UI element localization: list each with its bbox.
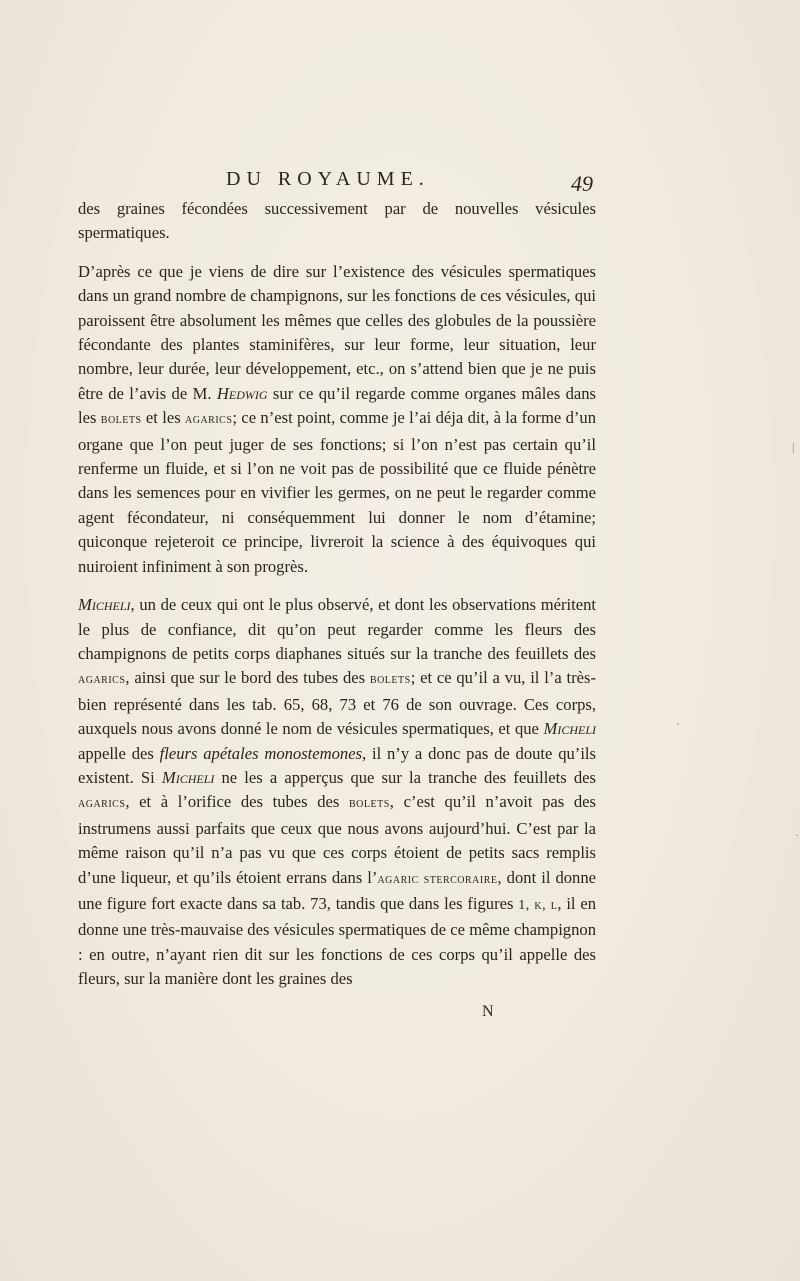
text-run: , et à l’orifice des tubes des (125, 792, 350, 812)
text-run: ; ce n’est point, comme je l’ai déja dit, à la forme d’un organe que l’on peut juger de ses fonctions; si l’on n’est pas certain qu’il renferme un fluide, et si l’on ne voit pas de possibilité que ce fluide pénètre dans les semences pour en vivifier les germes, on ne peut le regarder comme agent fécondateur, ni conséquemment lui donner le nom d’étamine; quiconque rejeteroit ce principe, livreroit la science à des équivoques qui nuiroient infiniment à son progrès. (78, 408, 596, 576)
text-run: ne les a apperçus que sur la tranche des feuillets des (214, 767, 596, 787)
text-run: , dont il donne une figure fort exacte dans sa tab. 73, tandis que dans les figures (78, 867, 597, 913)
genus-term: bolets (369, 672, 411, 688)
italic-term: fleurs apétales monostemones (159, 743, 363, 763)
author-name-micheli: Micheli (161, 767, 215, 787)
text-run: , ainsi que sur le bord des tubes des (125, 668, 370, 688)
page-number: 49 (571, 171, 593, 196)
genus-term: agarics (78, 796, 126, 812)
genus-term: bolets (349, 796, 390, 812)
text-run: et les (141, 408, 185, 428)
margin-speck: · (795, 828, 799, 842)
text-run: , c’est qu’il n’avoit pas des instrumens aussi parfaits que ceux que nous avons aujourd’hui. C’est par la même raison qu’il n’a pas vu que ces corps étoient de petits sacs remplis d’une liqueur, et qu’ils étoient errans dans l’ (78, 792, 597, 887)
text-run: ; et ce qu’il a vu, il l’a très-bien représenté dans les tab. 65, 68, 73 et 76 de son ouvrage. Ces corps, auxquels nous avons donné le nom de vésicules spermatiques, et que (78, 668, 596, 739)
text-run: , il n’y a donc pas de doute qu’ils existent. Si (78, 743, 596, 787)
paragraph-3 (78, 593, 596, 992)
paragraph-2 (78, 260, 596, 579)
page-header (0, 168, 800, 198)
running-head: DU ROYAUME. (226, 168, 430, 190)
author-name-hedwig: Hedwig (216, 383, 268, 403)
figure-refs: 1, k, l (518, 897, 558, 913)
body-text (78, 197, 596, 992)
text-run: D’après ce que je viens de dire sur l’existence des vésicules spermatiques dans un grand nombre de champignons, sur les fonctions de ces vésicules, qui paroissent être absolument les mêmes que celles des globules de la poussière fécondante des plantes staminifères, sur leur forme, leur situation, leur nombre, leur durée, leur développement, etc., on s’attend bien que je ne puis être de l’avis de M. (78, 261, 596, 403)
margin-speck: · (676, 717, 680, 731)
catchword: N (482, 1003, 495, 1020)
species-term: agaric stercoraire (377, 871, 498, 887)
text-run: , il en donne une très-mauvaise des vésicules spermatiques de ce même champignon : en outre, n’ayant rien dit sur les fonctions de ces corps qu’il appelle des fleurs, sur la manière dont les graines des (78, 893, 597, 989)
genus-term: bolets (100, 412, 142, 428)
text-run: , un de ceux qui ont le plus observé, et dont les observations méritent le plus de confiance, dit qu’on peut regarder comme les fleurs des champignons de petits corps diaphanes situés sur la tranche des feuillets des (78, 595, 596, 663)
genus-term: agarics (185, 412, 233, 428)
paragraph-1: des graines fécondées successivement par de nouvelles vésicules spermatiques. (78, 199, 596, 243)
author-name-micheli: Micheli (78, 595, 131, 615)
text-run: appelle des (78, 743, 160, 763)
text-run: sur ce qu’il regarde comme organes mâles dans les (78, 383, 597, 428)
genus-term: agarics (78, 672, 126, 688)
author-name-micheli: Micheli (543, 719, 596, 739)
margin-speck: | (792, 440, 795, 454)
